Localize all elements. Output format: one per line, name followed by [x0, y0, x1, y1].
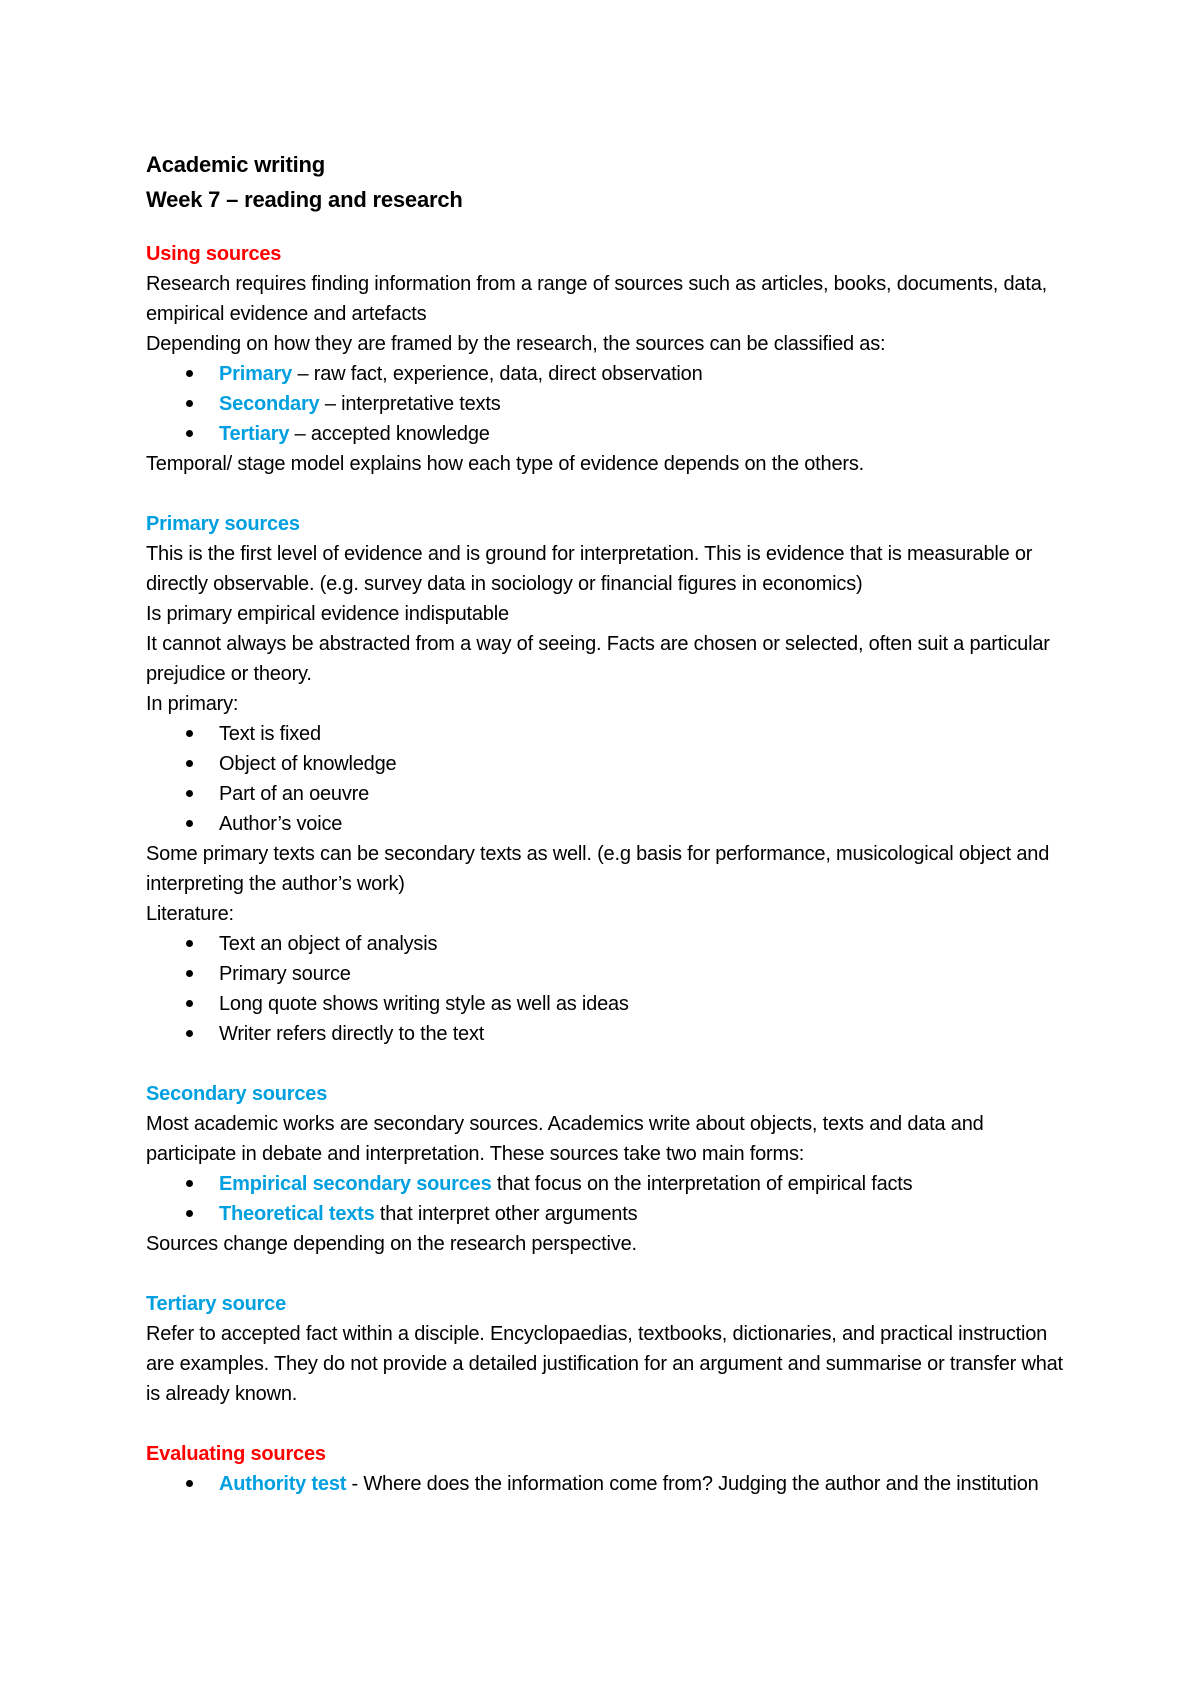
doc-subtitle: Week 7 – reading and research: [146, 187, 463, 212]
list-item: [146, 419, 1076, 449]
paragraph: In primary:: [146, 693, 239, 715]
list-item: Writer refers directly to the text: [146, 1019, 1076, 1049]
secondary-list: [146, 1169, 1076, 1229]
paragraph: Temporal/ stage model explains how each type of evidence depends on the others.: [146, 453, 864, 475]
item-text: that interpret other arguments: [374, 1203, 638, 1225]
paragraph: Literature:: [146, 903, 234, 925]
term: Authority test: [219, 1473, 347, 1495]
paragraph: Is primary empirical evidence indisputable: [146, 603, 509, 625]
literature-list: [146, 929, 1076, 1049]
heading-tertiary-source: Tertiary source: [146, 1293, 287, 1315]
paragraph: This is the first level of evidence and is ground for interpretation. This is evidence that is measurable or directly observable. (e.g. survey data in sociology or financial figures in economics): [146, 543, 1033, 595]
paragraph: Depending on how they are framed by the research, the sources can be classified as:: [146, 333, 886, 355]
list-item: Primary source: [146, 959, 1076, 989]
paragraph: Refer to accepted fact within a disciple. Encyclopaedias, textbooks, dictionaries, and practical instruction are examples. They do not provide a detailed justification for an argument and summarise or transfer what is already known.: [146, 1323, 1063, 1405]
paragraph: Most academic works are secondary sources. Academics write about objects, texts and data and participate in debate and interpretation. These sources take two main forms:: [146, 1113, 984, 1165]
item-text: – accepted knowledge: [289, 423, 490, 445]
list-item: Long quote shows writing style as well as ideas: [146, 989, 1076, 1019]
heading-using-sources: Using sources: [146, 243, 282, 265]
item-text: – raw fact, experience, data, direct observation: [292, 363, 703, 385]
heading-secondary-sources: Secondary sources: [146, 1083, 328, 1105]
document-body: [146, 147, 1076, 1499]
term: Tertiary: [219, 423, 290, 445]
list-item: [146, 359, 1076, 389]
evaluating-list: [146, 1469, 1076, 1499]
paragraph: Sources change depending on the research perspective.: [146, 1233, 637, 1255]
item-text: that focus on the interpretation of empirical facts: [491, 1173, 913, 1195]
source-types-list: [146, 359, 1076, 449]
term: Theoretical texts: [219, 1203, 375, 1225]
paragraph: Research requires finding information from a range of sources such as articles, books, documents, data, empirical evidence and artefacts: [146, 273, 1047, 325]
list-item: [146, 1199, 1076, 1229]
item-text: - Where does the information come from? Judging the author and the institution: [346, 1473, 1039, 1495]
list-item: Object of knowledge: [146, 749, 1076, 779]
list-item: Author’s voice: [146, 809, 1076, 839]
heading-evaluating-sources: Evaluating sources: [146, 1443, 326, 1465]
primary-list: [146, 719, 1076, 839]
list-item: [146, 1469, 1076, 1499]
term: Secondary: [219, 393, 320, 415]
paragraph: Some primary texts can be secondary texts as well. (e.g basis for performance, musicological object and interpreting the author’s work): [146, 843, 1050, 895]
term: Empirical secondary sources: [219, 1173, 492, 1195]
paragraph: It cannot always be abstracted from a way of seeing. Facts are chosen or selected, often suit a particular prejudice or theory.: [146, 633, 1050, 685]
list-item: Part of an oeuvre: [146, 779, 1076, 809]
list-item: Text is fixed: [146, 719, 1076, 749]
heading-primary-sources: Primary sources: [146, 513, 300, 535]
term: Primary: [219, 363, 293, 385]
list-item: Text an object of analysis: [146, 929, 1076, 959]
list-item: [146, 1169, 1076, 1199]
doc-title: Academic writing: [146, 152, 325, 177]
item-text: – interpretative texts: [319, 393, 501, 415]
list-item: [146, 389, 1076, 419]
